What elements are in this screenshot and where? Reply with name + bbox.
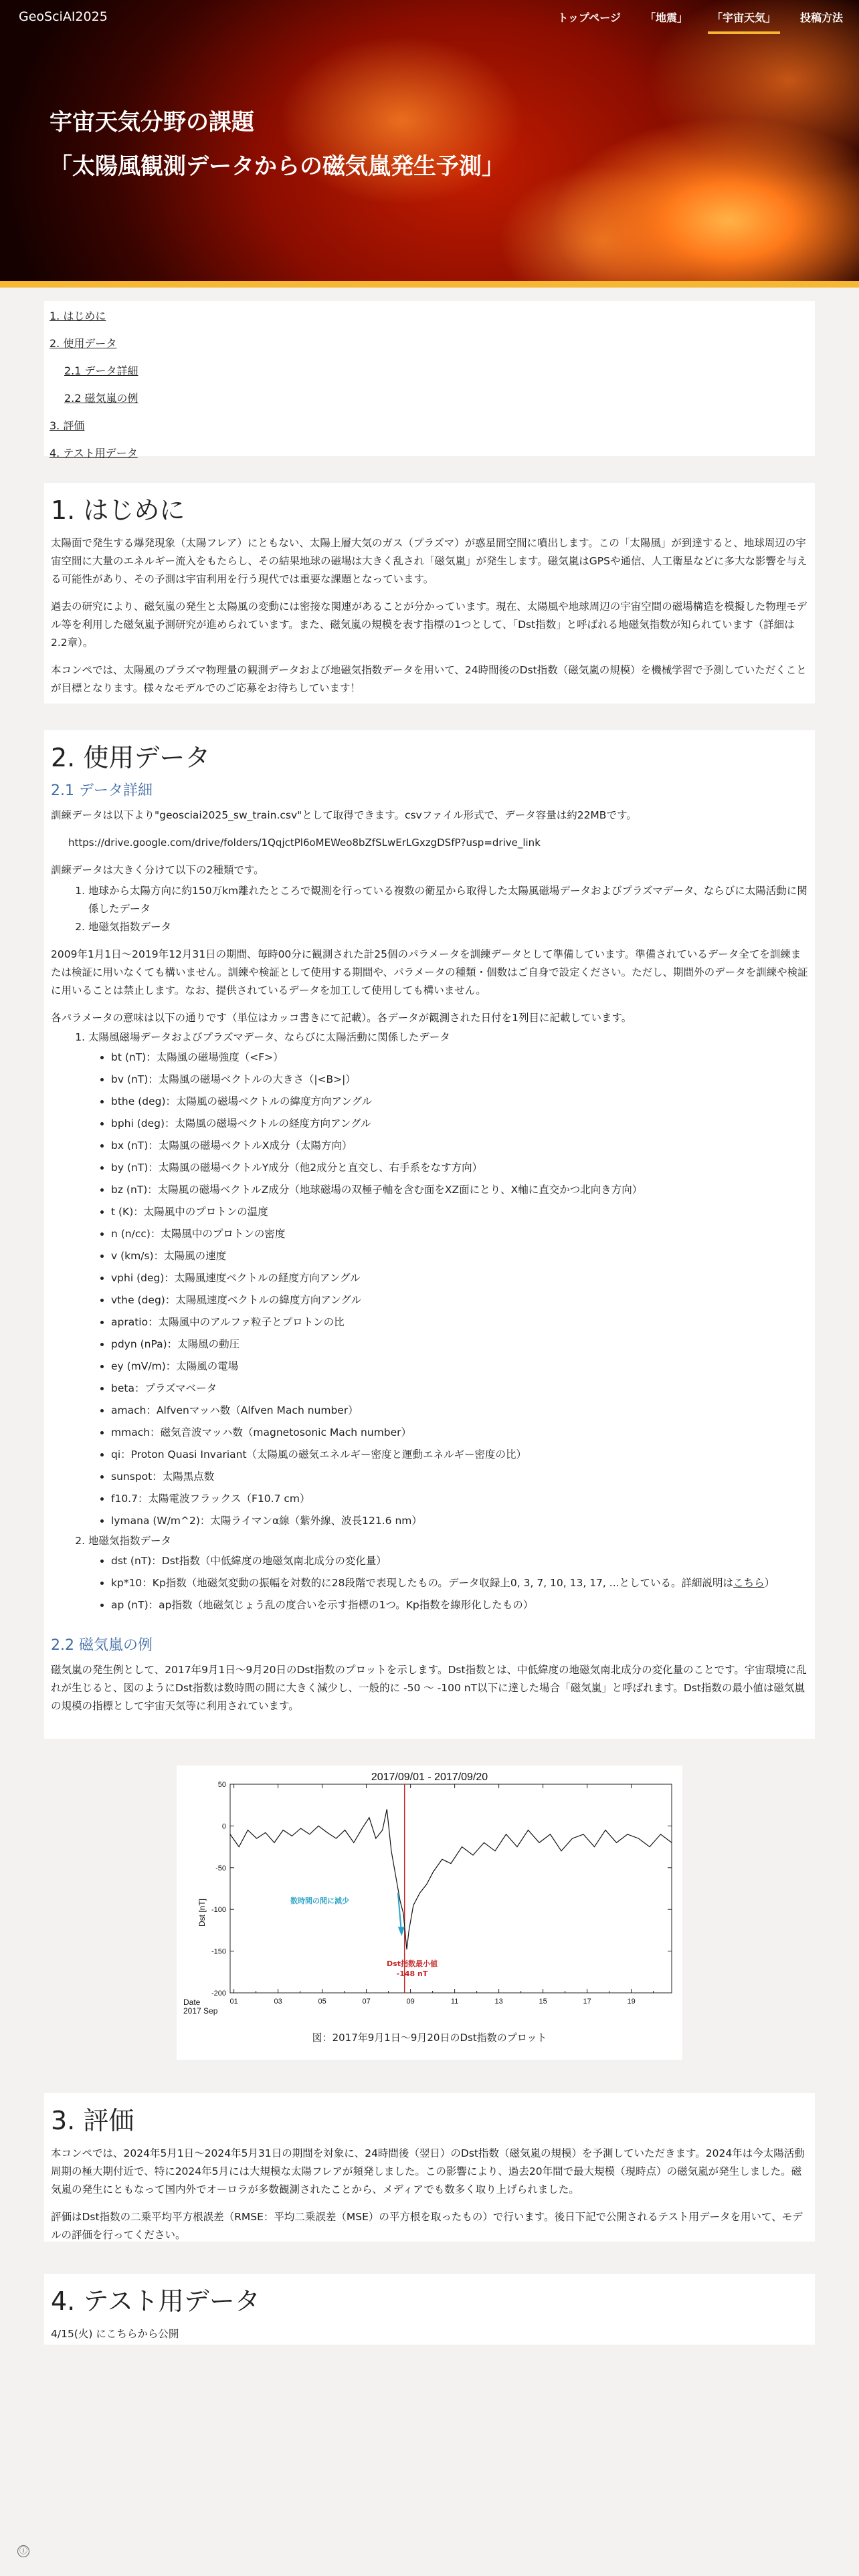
subsection-heading: 2.2 磁気嵐の例 xyxy=(51,1637,153,1654)
list-item xyxy=(88,1532,808,1616)
x-tick-label: 09 xyxy=(406,1998,415,2006)
table-of-contents xyxy=(44,301,815,459)
paragraph: 過去の研究により、磁気嵐の発生と太陽風の変動には密接な関連があることが分かっています。現在、太陽風や地球周辺の宇宙空間の磁場構造を模擬した物理モデル等を利用した磁気嵐予測研究が進められています。また、磁気嵐の規模を表す指標の1つとして、「Dst指数」と呼ばれる地磁気指数が知られています（詳細は2.2章）。 xyxy=(51,601,807,649)
kp-text-end: ） xyxy=(764,1577,775,1589)
list-item: • by (nT)：太陽風の磁場ベクトルY成分（他2成分と直交し、右手系をなす方向） xyxy=(111,1157,808,1179)
section-test-data xyxy=(44,2274,815,2345)
section-heading: 3. 評価 xyxy=(51,2106,134,2135)
list-item: • dst (nT)：Dst指数（中低緯度の地磁気南北成分の変化量） xyxy=(111,1550,808,1572)
page-title-line1: 宇宙天気分野の課題 xyxy=(50,109,254,136)
list-item: • bthe (deg)：太陽風の磁場ベクトルの緯度方向アングル xyxy=(111,1091,808,1113)
list-item xyxy=(111,1572,808,1594)
section-heading: 4. テスト用データ xyxy=(51,2286,260,2316)
list-item: • ey (mV/m)：太陽風の電場 xyxy=(111,1356,808,1378)
paragraph: 各パラメータの意味は以下の通りです（単位はカッコ書きにて記載）。各データが観測された日付を1列目に記載しています。 xyxy=(51,1012,632,1024)
page-title-line2: 「太陽風観測データからの磁気嵐発生予測」 xyxy=(50,153,504,180)
dst-chart xyxy=(177,1765,682,2060)
x-tick-label: 07 xyxy=(362,1998,371,2006)
subsection-heading: 2.1 データ詳細 xyxy=(51,782,153,799)
y-tick-label: -150 xyxy=(211,1947,226,1956)
y-tick-label: 0 xyxy=(221,1822,226,1831)
x-tick-label: 13 xyxy=(494,1998,503,2006)
x-tick-label: 11 xyxy=(450,1998,459,2006)
list-item: • amach：Alfvenマッハ数（Alfven Mach number） xyxy=(111,1400,808,1422)
site-name[interactable]: GeoSciAI2025 xyxy=(19,9,108,24)
list-item: • bx (nT)：太陽風の磁場ベクトルX成分（太陽方向） xyxy=(111,1135,808,1157)
paragraph: 太陽面で発生する爆発現象（太陽フレア）にともない、太陽上層大気のガス（プラズマ）が惑星間空間に噴出します。この「太陽風」が到達すると、地球周辺の宇宙空間に大量のエネルギー流入をもたらし、その結果地球の磁場は大きく乱され「磁気嵐」が発生します。磁気嵐はGPSや通信、人工衛星などに多大な影響を与える可能性があり、その予測は宇宙利用を行う現代では重要な課題となっています。 xyxy=(51,537,807,585)
list-item: • bv (nT)：太陽風の磁場ベクトルの大きさ（|<B>|） xyxy=(111,1069,808,1091)
x-tick-label: 19 xyxy=(627,1998,636,2006)
list-item: • bt (nT)：太陽風の磁場強度（<F>） xyxy=(111,1047,808,1069)
paragraph: 本コンペでは、2024年5月1日〜2024年5月31日の期間を対象に、24時間後（翌日）のDst指数（磁気嵐の規模）を予測していただきます。2024年は今太陽活動周期の極大期付近で、特に2024年5月には大規模な太陽フレアが頻発しました。この影響により、過去20年間で最大規模（現時点）の磁気嵐が発生しました。磁気嵐の発生にともなって国内外でオーロラが多数観測されたことから、メディアでも数多く取り上げられました。 xyxy=(51,2147,805,2195)
chart-xlabel-line1: Date xyxy=(183,1998,201,2007)
toc-link-data-detail[interactable]: 2.1 データ詳細 xyxy=(64,364,138,377)
paragraph: 本コンペでは、太陽風のプラズマ物理量の観測データおよび地磁気指数データを用いて、24時間後のDst指数（磁気嵐の規模）を機械学習で予測していただくことが目標となります。様々なモデルでのご応募をお待ちしています！ xyxy=(51,664,807,694)
parameter-list xyxy=(88,1550,808,1616)
paragraph: 4/15(火) にこちらから公開 xyxy=(51,2328,179,2340)
x-tick-label: 03 xyxy=(274,1998,282,2006)
chart-title: 2017/09/01 - 2017/09/20 xyxy=(371,1772,488,1783)
toc-link-data[interactable]: 2. 使用データ xyxy=(50,337,117,350)
info-icon[interactable]: ⓘ xyxy=(17,2545,29,2557)
chart-ylabel: Dst [nT] xyxy=(197,1898,207,1927)
y-tick-label: 50 xyxy=(217,1781,226,1789)
toc-link-storm-example[interactable]: 2.2 磁気嵐の例 xyxy=(64,392,138,405)
list-item: • mmach：磁気音波マッハ数（magnetosonic Mach number） xyxy=(111,1422,808,1444)
annotation-min-value: -148 nT xyxy=(396,1969,428,1978)
list-item: • qi：Proton Quasi Invariant（太陽風の磁気エネルギー密度と運動エネルギー密度の比） xyxy=(111,1444,808,1466)
group-label: 太陽風磁場データおよびプラズマデータ、ならびに太陽活動に関係したデータ xyxy=(88,1031,450,1043)
x-tick-label: 05 xyxy=(318,1998,326,2006)
page-title xyxy=(50,100,504,189)
list-item: 1. 地球から太陽方向に約150万km離れたところで観測を行っている複数の衛星から取得した太陽風磁場データおよびプラズマデータ、ならびに太陽活動に関係したデータ xyxy=(88,882,808,918)
list-item: • vphi (deg)：太陽風速度ベクトルの経度方向アングル xyxy=(111,1267,808,1289)
section-evaluation xyxy=(44,2093,815,2242)
annotation-min: Dst指数最小値 xyxy=(387,1959,438,1968)
toc-link-test-data[interactable]: 4. テスト用データ xyxy=(50,447,138,459)
list-item: • bphi (deg)：太陽風の磁場ベクトルの経度方向アングル xyxy=(111,1113,808,1135)
top-navigation xyxy=(557,9,843,34)
section-data xyxy=(44,730,815,1739)
kp-detail-link[interactable]: こちら xyxy=(733,1577,765,1589)
list-item: 2. 地磁気指数データ xyxy=(88,918,808,936)
list-item: • apratio：太陽風中のアルファ粒子とプロトンの比 xyxy=(111,1311,808,1333)
list-item: • vthe (deg)：太陽風速度ベクトルの緯度方向アングル xyxy=(111,1289,808,1311)
parameter-groups xyxy=(51,1029,808,1616)
y-tick-label: -50 xyxy=(215,1864,226,1872)
data-kinds-list xyxy=(51,882,808,936)
paragraph: 2009年1月1日〜2019年12月31日の期間、毎時00分に観測された計25個のパラメータを訓練データとして準備しています。準備されているデータ全てを訓練または検証に用いなくても構いません。訓練や検証として使用する期間や、パラメータの種類・個数はご自身で設定ください。ただし、期間外のデータを訓練や検証に用いることは禁止します。なお、提供されているデータを加工して使用しても構いません。 xyxy=(51,948,808,996)
dst-series-line xyxy=(230,1809,672,1949)
paragraph: 訓練データは以下より"geosciai2025_sw_train.csv"として取得できます。csvファイル形式で、データ容量は約22MBです。 xyxy=(51,809,637,821)
download-url[interactable]: https://drive.google.com/drive/folders/1QqjctPl6oMEWeo8bZfSLwErLGxzgDSfP?usp=drive_link xyxy=(68,837,541,849)
list-item: • ap (nT)：ap指数（地磁気じょう乱の度合いを示す指標の1つ。Kp指数を線形化したもの） xyxy=(111,1594,808,1616)
paragraph: 評価はDst指数の二乗平均平方根誤差（RMSE：平均二乗誤差（MSE）の平方根を取ったもの）で行います。後日下記で公開されるテスト用データを用いて、モデルの評価を行ってください。 xyxy=(51,2211,803,2241)
dst-chart-figure xyxy=(177,1765,682,2060)
list-item: • pdyn (nPa)：太陽風の動圧 xyxy=(111,1333,808,1356)
hero-banner xyxy=(0,0,859,281)
annotation-decrease: 数時間の間に減少 xyxy=(290,1897,349,1905)
chart-xlabel-line2: 2017 Sep xyxy=(183,2006,218,2016)
list-item: • n (n/cc)：太陽風中のプロトンの密度 xyxy=(111,1223,808,1245)
list-item xyxy=(88,1029,808,1532)
list-item: • bz (nT)：太陽風の磁場ベクトルZ成分（地球磁場の双極子軸を含む面をXZ面にとり、X軸に直交かつ北向き方向） xyxy=(111,1179,808,1201)
y-tick-label: -200 xyxy=(211,1990,226,1998)
hero-accent-bar xyxy=(0,281,859,288)
nav-item-top[interactable]: トップページ xyxy=(557,11,621,24)
list-item: • f10.7：太陽電波フラックス（F10.7 cm） xyxy=(111,1488,808,1510)
parameter-list xyxy=(88,1047,808,1532)
list-item: • t (K)：太陽風中のプロトンの温度 xyxy=(111,1201,808,1223)
x-tick-label: 17 xyxy=(583,1998,591,2006)
list-item: • v (km/s)：太陽風の速度 xyxy=(111,1245,808,1267)
nav-item-submission[interactable]: 投稿方法 xyxy=(799,11,843,24)
decrease-arrow-head xyxy=(398,1927,405,1936)
y-tick-label: -100 xyxy=(211,1906,226,1915)
section-intro xyxy=(44,483,815,704)
list-item: • sunspot：太陽黒点数 xyxy=(111,1466,808,1488)
x-tick-label: 15 xyxy=(539,1998,547,2006)
section-heading: 1. はじめに xyxy=(51,496,185,525)
nav-item-earthquake[interactable]: 「地震」 xyxy=(644,11,688,24)
paragraph: 磁気嵐の発生例として、2017年9月1日〜9月20日のDst指数のプロットを示します。Dst指数とは、中低緯度の地磁気南北成分の変化量のことです。宇宙環境に乱れが生じると、図のようにDst指数は数時間の間に大きく減少し、一般的に -50 〜 -100 nT以下に達した場合「磁気嵐」と呼ばれます。Dst指数の最小値は磁気嵐の規模の指標として宇宙天気等に利用されています。 xyxy=(51,1664,807,1712)
nav-item-space-weather[interactable]: 「宇宙天気」 xyxy=(712,9,776,34)
list-item: • beta：プラズマベータ xyxy=(111,1378,808,1400)
x-tick-label: 01 xyxy=(229,1998,238,2006)
list-item: • lymana (W/m^2)：太陽ライマンα線（紫外線、波長121.6 nm） xyxy=(111,1510,808,1532)
section-heading: 2. 使用データ xyxy=(51,743,211,772)
toc-link-evaluation[interactable]: 3. 評価 xyxy=(50,419,85,432)
group-label: 地磁気指数データ xyxy=(88,1535,172,1547)
paragraph: 訓練データは大きく分けて以下の2種類です。 xyxy=(51,864,264,876)
chart-caption: 図：2017年9月1日〜9月20日のDst指数のプロット xyxy=(312,2032,547,2044)
toc-link-intro[interactable]: 1. はじめに xyxy=(50,310,106,322)
plot-frame xyxy=(230,1784,672,1993)
kp-text: kp*10：Kp指数（地磁気変動の振幅を対数的に28段階で表現したもの。データ収録上0, 3, 7, 10, 13, 17, ...としている。詳細説明は xyxy=(111,1577,734,1589)
